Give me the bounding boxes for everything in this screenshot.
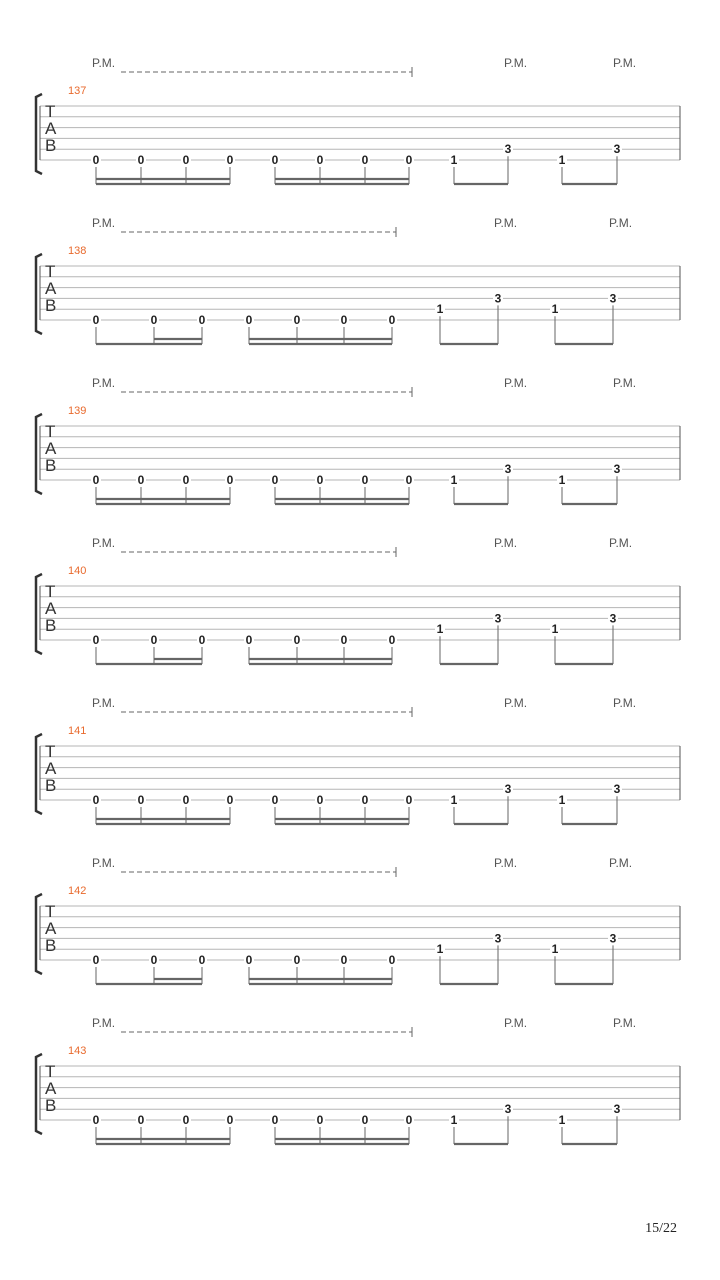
fret-number: 0	[316, 153, 324, 167]
palm-mute-label: P.M.	[504, 56, 528, 70]
tab-clef-letter: B	[45, 936, 57, 955]
fret-number: 0	[271, 153, 279, 167]
fret-number: 0	[405, 153, 413, 167]
fret-number: 0	[245, 313, 253, 327]
tab-clef-letter: A	[45, 439, 57, 458]
fret-number: 0	[150, 953, 158, 967]
fret-number: 0	[316, 793, 324, 807]
palm-mute-label: P.M.	[494, 536, 518, 550]
fret-number: 0	[405, 793, 413, 807]
fret-number: 0	[388, 313, 396, 327]
fret-number: 1	[436, 942, 444, 957]
fret-number: 1	[450, 473, 458, 487]
palm-mute-label: P.M.	[92, 856, 116, 870]
tab-clef-letter: B	[45, 1096, 57, 1115]
fret-number: 0	[150, 633, 158, 647]
palm-mute-label: P.M.	[613, 1016, 637, 1030]
fret-number: 0	[198, 953, 206, 967]
fret-number: 0	[388, 633, 396, 647]
palm-mute-label: P.M.	[613, 376, 637, 390]
fret-number: 0	[405, 1113, 413, 1127]
fret-number: 1	[551, 302, 559, 317]
fret-number: 0	[226, 1113, 234, 1127]
fret-number: 3	[494, 291, 502, 306]
palm-mute-label: P.M.	[92, 376, 116, 390]
fret-number: 0	[361, 473, 369, 487]
fret-number: 1	[450, 793, 458, 807]
fret-number: 1	[558, 153, 566, 167]
fret-number: 3	[613, 142, 621, 157]
tab-system	[36, 696, 680, 824]
tab-clef-letter: T	[45, 902, 56, 921]
tab-clef-letter: A	[45, 599, 57, 618]
tab-clef-letter: A	[45, 279, 57, 298]
fret-number: 1	[558, 1113, 566, 1127]
fret-number: 0	[293, 953, 301, 967]
palm-mute-label: P.M.	[613, 56, 637, 70]
fret-number: 0	[293, 633, 301, 647]
measure-number: 140	[68, 565, 87, 577]
tab-clef-letter: B	[45, 456, 57, 475]
tab-clef-letter: T	[45, 262, 56, 281]
fret-number: 0	[198, 313, 206, 327]
fret-number: 0	[92, 153, 100, 167]
fret-number: 1	[436, 302, 444, 317]
palm-mute-label: P.M.	[504, 696, 528, 710]
fret-number: 3	[613, 1102, 621, 1117]
palm-mute-label: P.M.	[613, 696, 637, 710]
palm-mute-label: P.M.	[494, 856, 518, 870]
fret-number: 0	[245, 633, 253, 647]
fret-number: 3	[504, 142, 512, 157]
palm-mute-label: P.M.	[494, 216, 518, 230]
palm-mute-label: P.M.	[92, 1016, 116, 1030]
palm-mute-label: P.M.	[92, 216, 116, 230]
tab-system	[36, 1016, 680, 1144]
fret-number: 3	[504, 1102, 512, 1117]
fret-number: 0	[271, 793, 279, 807]
tab-clef-letter: T	[45, 582, 56, 601]
tab-clef-letter: B	[45, 136, 57, 155]
fret-number: 0	[293, 313, 301, 327]
fret-number: 0	[92, 793, 100, 807]
tab-system	[36, 56, 680, 184]
fret-number: 0	[137, 1113, 145, 1127]
fret-number: 0	[271, 473, 279, 487]
fret-number: 0	[271, 1113, 279, 1127]
tab-clef-letter: B	[45, 616, 57, 635]
palm-mute-label: P.M.	[504, 1016, 528, 1030]
fret-number: 0	[405, 473, 413, 487]
tab-system	[36, 216, 680, 344]
palm-mute-label: P.M.	[92, 56, 116, 70]
fret-number: 0	[137, 473, 145, 487]
fret-number: 3	[613, 782, 621, 797]
fret-number: 0	[92, 1113, 100, 1127]
fret-number: 0	[137, 793, 145, 807]
fret-number: 1	[558, 793, 566, 807]
fret-number: 0	[92, 633, 100, 647]
measure-number: 143	[68, 1045, 87, 1057]
tab-system	[36, 856, 680, 984]
fret-number: 0	[361, 793, 369, 807]
fret-number: 3	[504, 782, 512, 797]
fret-number: 0	[340, 633, 348, 647]
tab-clef-letter: T	[45, 1062, 56, 1081]
fret-number: 0	[340, 313, 348, 327]
fret-number: 3	[609, 611, 617, 626]
measure-number: 142	[68, 885, 87, 897]
fret-number: 3	[504, 462, 512, 477]
palm-mute-label: P.M.	[609, 856, 633, 870]
measure-number: 138	[68, 245, 87, 257]
fret-number: 0	[92, 953, 100, 967]
measure-number: 141	[68, 725, 87, 737]
fret-number: 1	[450, 153, 458, 167]
fret-number: 1	[551, 622, 559, 637]
fret-number: 0	[182, 1113, 190, 1127]
palm-mute-label: P.M.	[504, 376, 528, 390]
fret-number: 3	[609, 291, 617, 306]
fret-number: 0	[388, 953, 396, 967]
tab-clef-letter: T	[45, 102, 56, 121]
palm-mute-label: P.M.	[92, 696, 116, 710]
tab-system	[36, 536, 680, 664]
fret-number: 0	[182, 473, 190, 487]
tab-clef-letter: A	[45, 119, 57, 138]
fret-number: 0	[245, 953, 253, 967]
fret-number: 0	[340, 953, 348, 967]
fret-number: 3	[494, 611, 502, 626]
fret-number: 0	[198, 633, 206, 647]
tab-clef-letter: A	[45, 759, 57, 778]
page-number: 15/22	[645, 1221, 677, 1236]
fret-number: 3	[494, 931, 502, 946]
tab-clef-letter: B	[45, 776, 57, 795]
tab-clef-letter: A	[45, 1079, 57, 1098]
tab-clef-letter: A	[45, 919, 57, 938]
fret-number: 1	[558, 473, 566, 487]
fret-number: 1	[450, 1113, 458, 1127]
fret-number: 0	[361, 1113, 369, 1127]
fret-number: 0	[361, 153, 369, 167]
fret-number: 0	[316, 473, 324, 487]
fret-number: 0	[226, 473, 234, 487]
fret-number: 0	[92, 473, 100, 487]
palm-mute-label: P.M.	[609, 536, 633, 550]
fret-number: 0	[226, 793, 234, 807]
fret-number: 0	[137, 153, 145, 167]
fret-number: 1	[436, 622, 444, 637]
fret-number: 3	[613, 462, 621, 477]
fret-number: 0	[182, 153, 190, 167]
fret-number: 0	[182, 793, 190, 807]
tab-clef-letter: T	[45, 422, 56, 441]
fret-number: 0	[316, 1113, 324, 1127]
measure-number: 139	[68, 405, 87, 417]
palm-mute-label: P.M.	[92, 536, 116, 550]
palm-mute-label: P.M.	[609, 216, 633, 230]
fret-number: 1	[551, 942, 559, 957]
fret-number: 0	[226, 153, 234, 167]
fret-number: 3	[609, 931, 617, 946]
tab-clef-letter: B	[45, 296, 57, 315]
measure-number: 137	[68, 85, 87, 97]
tab-system	[36, 376, 680, 504]
fret-number: 0	[92, 313, 100, 327]
tab-clef-letter: T	[45, 742, 56, 761]
fret-number: 0	[150, 313, 158, 327]
